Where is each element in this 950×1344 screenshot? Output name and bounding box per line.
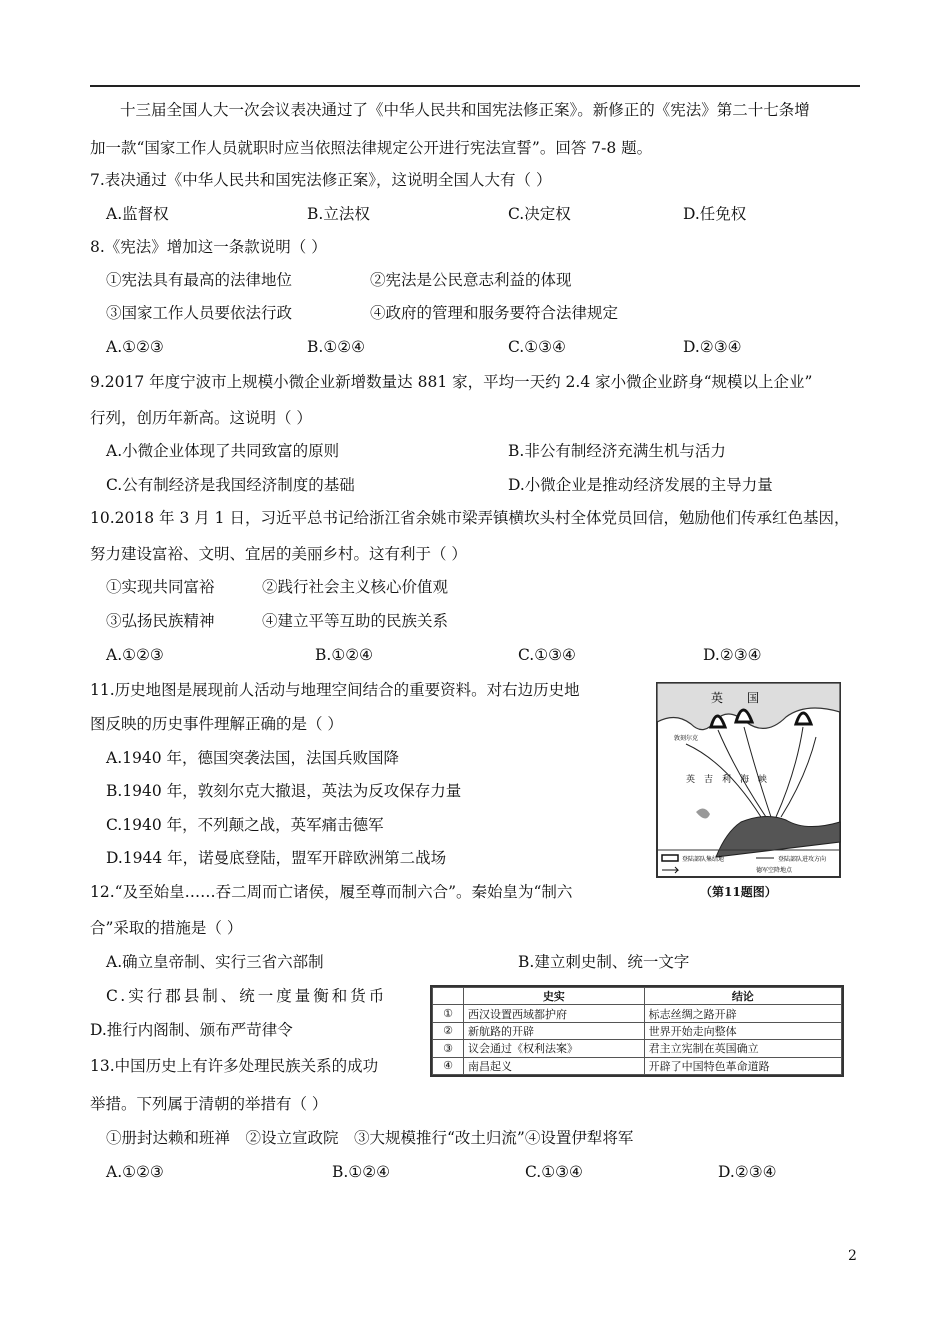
legend-assembly: 登陆部队集结地 bbox=[682, 857, 725, 863]
q12-stem-2: 合”采取的措施是（ ） bbox=[90, 919, 243, 937]
q12-option-c: C.实行郡县制、统一度量衡和货币 bbox=[106, 987, 388, 1005]
q9-stem-2: 行列，创历年新高。这说明（ ） bbox=[90, 409, 312, 427]
q8-item-3: ③国家工作人员要依法行政 bbox=[106, 304, 293, 322]
table-cell-fact: 议会通过《权利法案》 bbox=[464, 1040, 645, 1057]
q11-option-c: C.1940 年，不列颠之战，英军痛击德军 bbox=[106, 816, 384, 834]
q11-stem-1: 11.历史地图是展现前人活动与地理空间结合的重要资料。对右边历史地 bbox=[90, 681, 580, 699]
table-cell-num: ① bbox=[433, 1005, 464, 1022]
table-row bbox=[433, 1057, 842, 1074]
q10-option-c: C.①③④ bbox=[518, 646, 576, 664]
q9-option-b: B.非公有制经济充满生机与活力 bbox=[508, 442, 726, 460]
q7-stem: 7.表决通过《中华人民共和国宪法修正案》，这说明全国人大有（ ） bbox=[90, 171, 552, 189]
q8-stem: 8.《宪法》增加这一条款说明（ ） bbox=[90, 238, 327, 256]
table-cell-num: ② bbox=[433, 1022, 464, 1039]
table-row bbox=[433, 1040, 842, 1057]
q10-item-1: ①实现共同富裕 bbox=[106, 578, 215, 596]
q13-stem-2: 举措。下列属于清朝的举措有（ ） bbox=[90, 1095, 328, 1113]
q10-item-2: ②践行社会主义核心价值观 bbox=[262, 578, 449, 596]
q13-stem-1: 13.中国历史上有许多处理民族关系的成功 bbox=[90, 1057, 379, 1075]
q11-historical-map bbox=[656, 682, 841, 878]
q12-option-a: A.确立皇帝制、实行三省六部制 bbox=[106, 953, 324, 971]
intro-line-2: 加一款“国家工作人员就职时应当依照法律规定公开进行宪法宣誓”。回答 7-8 题。 bbox=[90, 139, 653, 157]
table-cell-num: ③ bbox=[433, 1040, 464, 1057]
q8-item-2: ②宪法是公民意志利益的体现 bbox=[370, 271, 572, 289]
q13-option-d: D.②③④ bbox=[718, 1163, 777, 1181]
q9-option-d: D.小微企业是推动经济发展的主导力量 bbox=[508, 476, 773, 494]
q9-option-a: A.小微企业体现了共同致富的原则 bbox=[106, 442, 340, 460]
legend-arrow: 登陆部队进攻方向 bbox=[778, 857, 827, 863]
q13-option-a: A.①②③ bbox=[106, 1163, 164, 1181]
q13-items: ①册封达赖和班禅 ②设立宣政院 ③大规模推行“改土归流”④设置伊犁将军 bbox=[106, 1129, 634, 1147]
q13-option-c: C.①③④ bbox=[525, 1163, 583, 1181]
table-row bbox=[433, 1022, 842, 1039]
table-cell-conclusion: 开辟了中国特色革命道路 bbox=[644, 1057, 841, 1074]
q8-option-a: A.①②③ bbox=[106, 338, 164, 356]
q7-option-c: C.决定权 bbox=[508, 205, 571, 223]
q13-option-b: B.①②④ bbox=[332, 1163, 391, 1181]
top-rule bbox=[90, 85, 860, 87]
q10-item-4: ④建立平等互助的民族关系 bbox=[262, 612, 449, 630]
q10-option-a: A.①②③ bbox=[106, 646, 164, 664]
q10-stem-2: 努力建设富裕、文明、宜居的美丽乡村。这有利于（ ） bbox=[90, 545, 467, 563]
table-cell-fact: 新航路的开辟 bbox=[464, 1022, 645, 1039]
legend-airborne: 德军空降地点 bbox=[756, 868, 793, 874]
q7-option-d: D.任免权 bbox=[683, 205, 747, 223]
q11-option-a: A.1940 年，德国突袭法国，法国兵败国降 bbox=[106, 749, 399, 767]
table-cell-conclusion: 标志丝绸之路开辟 bbox=[644, 1005, 841, 1022]
q11-stem-2: 图反映的历史事件理解正确的是（ ） bbox=[90, 715, 343, 733]
q8-item-4: ④政府的管理和服务要符合法律规定 bbox=[370, 304, 619, 322]
q10-option-b: B.①②④ bbox=[315, 646, 374, 664]
q10-option-d: D.②③④ bbox=[703, 646, 762, 664]
q7-option-b: B.立法权 bbox=[307, 205, 370, 223]
q8-item-1: ①宪法具有最高的法律地位 bbox=[106, 271, 293, 289]
q8-option-c: C.①③④ bbox=[508, 338, 566, 356]
table-cell-conclusion: 世界开始走向整体 bbox=[644, 1022, 841, 1039]
history-table bbox=[430, 985, 844, 1077]
map-label-port: 敦刻尔克 bbox=[674, 736, 699, 742]
q11-option-b: B.1940 年，敦刻尔克大撤退，英法为反攻保存力量 bbox=[106, 782, 462, 800]
table-cell-fact: 南昌起义 bbox=[464, 1057, 645, 1074]
legend-assembly-swatch bbox=[662, 855, 678, 861]
q12-option-b: B.建立刺史制、统一文字 bbox=[518, 953, 690, 971]
q11-map-caption: （第11题图） bbox=[700, 885, 777, 899]
page-number: 2 bbox=[848, 1248, 857, 1264]
table-cell-num: ④ bbox=[433, 1057, 464, 1074]
table-cell-fact: 西汉设置西域都护府 bbox=[464, 1005, 645, 1022]
map-label-england: 英 国 bbox=[711, 691, 760, 705]
q8-option-d: D.②③④ bbox=[683, 338, 742, 356]
q10-item-3: ③弘扬民族精神 bbox=[106, 612, 215, 630]
table-row bbox=[433, 1005, 842, 1022]
q8-option-b: B.①②④ bbox=[307, 338, 366, 356]
table-header-fact: 史实 bbox=[464, 988, 645, 1005]
q7-option-a: A.监督权 bbox=[106, 205, 169, 223]
q9-stem-1: 9.2017 年度宁波市上规模小微企业新增数量达 881 家，平均一天约 2.4 家小微企业跻身“规模以上企业” bbox=[90, 373, 813, 391]
q11-option-d: D.1944 年，诺曼底登陆，盟军开辟欧洲第二战场 bbox=[106, 849, 447, 867]
table-header-conclusion: 结论 bbox=[644, 988, 841, 1005]
q12-option-d: D.推行内阁制、颁布严苛律令 bbox=[90, 1021, 293, 1039]
q10-stem-1: 10.2018 年 3 月 1 日，习近平总书记给浙江省余姚市梁弄镇横坎头村全体党员回信，勉励他们传承红色基因， bbox=[90, 509, 850, 527]
intro-line-1: 十三届全国人大一次会议表决通过了《中华人民共和国宪法修正案》。新修正的《宪法》第二十七条增 bbox=[120, 101, 810, 119]
map-label-channel: 英 吉 利 海 峡 bbox=[686, 774, 768, 784]
q12-stem-1: 12.“及至始皇……吞二周而亡诸侯，履至尊而制六合”。秦始皇为“制六 bbox=[90, 883, 573, 901]
table-cell-conclusion: 君主立宪制在英国确立 bbox=[644, 1040, 841, 1057]
q9-option-c: C.公有制经济是我国经济制度的基础 bbox=[106, 476, 355, 494]
table-header-num bbox=[433, 988, 464, 1005]
